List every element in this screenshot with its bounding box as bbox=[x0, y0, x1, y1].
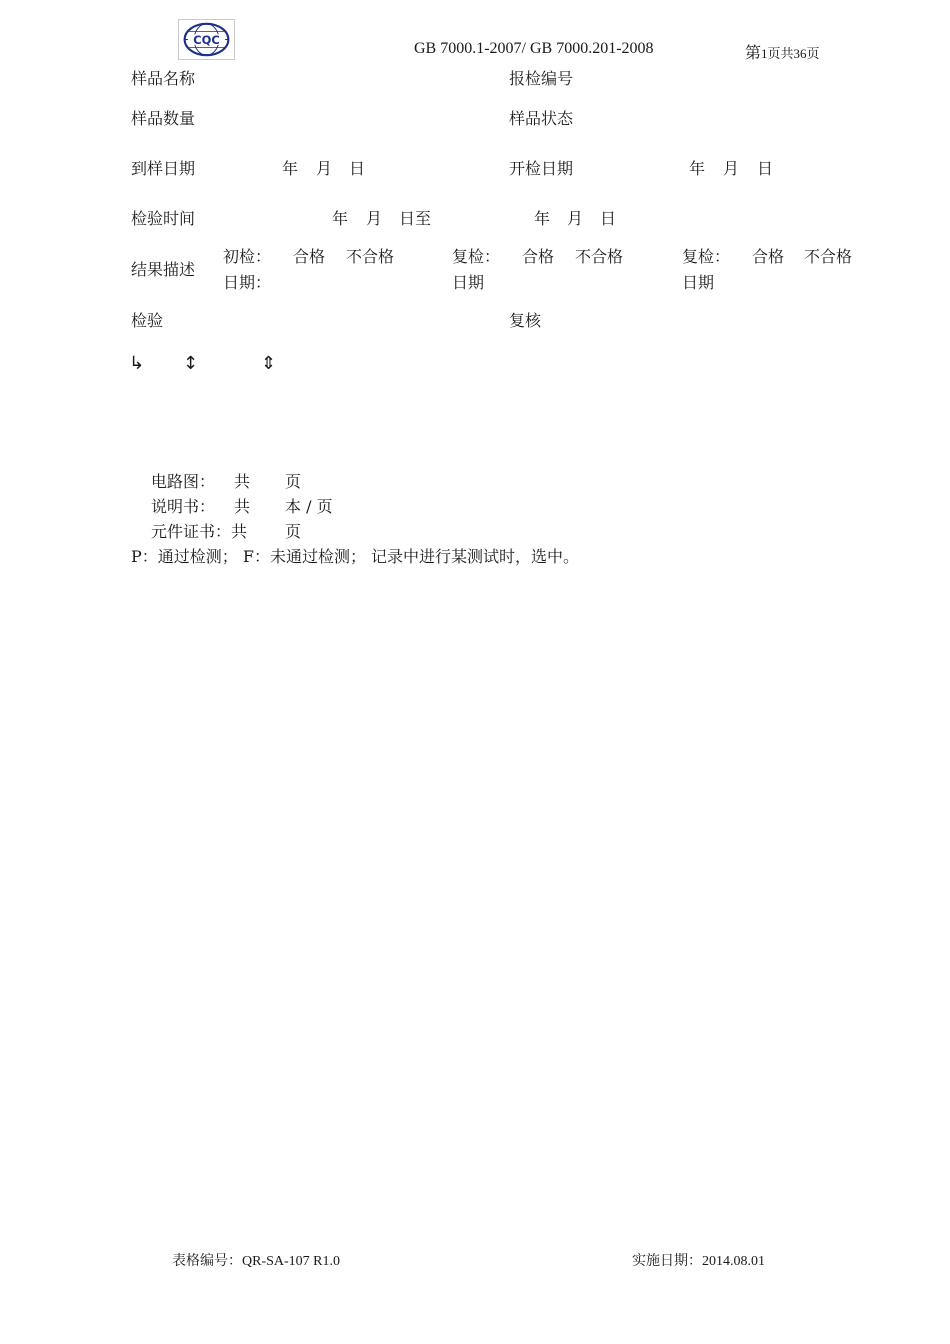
component-cert-page: 页 bbox=[285, 522, 302, 541]
circuit-total: 共 bbox=[234, 472, 251, 491]
double-up-down-arrow-icon: ⇕ bbox=[261, 353, 277, 374]
result-desc-label: 结果描述 bbox=[131, 260, 196, 279]
recheck2-date-label: 日期 bbox=[682, 273, 715, 292]
start-date-label: 开检日期 bbox=[509, 159, 574, 178]
arrival-month: 月 bbox=[316, 159, 333, 178]
test-time-label: 检验时间 bbox=[131, 209, 196, 228]
page-prefix: 第 bbox=[745, 43, 762, 62]
component-cert-label: 元件证书：共 bbox=[151, 522, 248, 541]
initial-pass: 合格 bbox=[293, 247, 326, 266]
initial-check-label: 初检： bbox=[223, 247, 272, 266]
recheck2-pass: 合格 bbox=[752, 247, 785, 266]
review-label: 复核 bbox=[509, 311, 542, 330]
sample-name-label: 样品名称 bbox=[131, 69, 196, 88]
cqc-logo bbox=[178, 19, 235, 60]
test-time-month1: 月 bbox=[366, 209, 383, 228]
test-time-year1: 年 bbox=[332, 209, 349, 228]
standard-number: GB 7000.1-2007/ GB 7000.201-2008 bbox=[414, 40, 654, 57]
manual-label: 说明书： bbox=[151, 497, 216, 516]
initial-date-label: 日期： bbox=[223, 273, 272, 292]
legend-note: P：通过检测； F：未通过检测； 记录中进行某测试时，选中。 bbox=[131, 547, 580, 566]
report-no-label: 报检编号 bbox=[509, 69, 574, 88]
circuit-diagram-label: 电路图： bbox=[151, 472, 216, 491]
recheck1-date-label: 日期 bbox=[452, 273, 485, 292]
recheck2-label: 复检： bbox=[682, 247, 731, 266]
up-down-arrow-icon: ↕ bbox=[183, 353, 199, 374]
recheck1-label: 复检： bbox=[452, 247, 501, 266]
recheck1-pass: 合格 bbox=[522, 247, 555, 266]
implementation-date bbox=[632, 1250, 765, 1270]
start-day: 日 bbox=[757, 159, 774, 178]
svg-text:CQC: CQC bbox=[193, 32, 220, 47]
page-total: 36 bbox=[793, 46, 807, 61]
test-time-day-to: 日至 bbox=[399, 209, 432, 228]
test-time-year2: 年 bbox=[534, 209, 551, 228]
impl-date-value: 2014.08.01 bbox=[702, 1254, 765, 1269]
circuit-page: 页 bbox=[285, 472, 302, 491]
test-time-day2: 日 bbox=[600, 209, 617, 228]
start-year: 年 bbox=[689, 159, 706, 178]
page-mid: 页共 bbox=[767, 47, 794, 62]
page-number: 1 bbox=[761, 46, 768, 61]
form-number-value: QR-SA-107 R1.0 bbox=[242, 1254, 341, 1269]
recheck2-fail: 不合格 bbox=[804, 247, 853, 266]
sample-qty-label: 样品数量 bbox=[131, 109, 196, 128]
recheck1-fail: 不合格 bbox=[575, 247, 624, 266]
form-number bbox=[172, 1250, 340, 1270]
arrival-date-label: 到样日期 bbox=[131, 159, 196, 178]
start-month: 月 bbox=[723, 159, 740, 178]
impl-date-label: 实施日期： bbox=[632, 1253, 702, 1269]
form-number-label: 表格编号： bbox=[172, 1253, 242, 1269]
manual-unit: 本 / 页 bbox=[285, 497, 333, 516]
cqc-logo-icon bbox=[179, 20, 234, 59]
return-arrow-icon: ↳ bbox=[129, 353, 145, 374]
page-indicator bbox=[745, 40, 820, 63]
page-suffix: 页 bbox=[806, 47, 820, 62]
test-time-month2: 月 bbox=[567, 209, 584, 228]
manual-total: 共 bbox=[234, 497, 251, 516]
initial-fail: 不合格 bbox=[346, 247, 395, 266]
arrival-year: 年 bbox=[282, 159, 299, 178]
arrival-day: 日 bbox=[349, 159, 366, 178]
sample-state-label: 样品状态 bbox=[509, 109, 574, 128]
inspect-label: 检验 bbox=[131, 311, 164, 330]
